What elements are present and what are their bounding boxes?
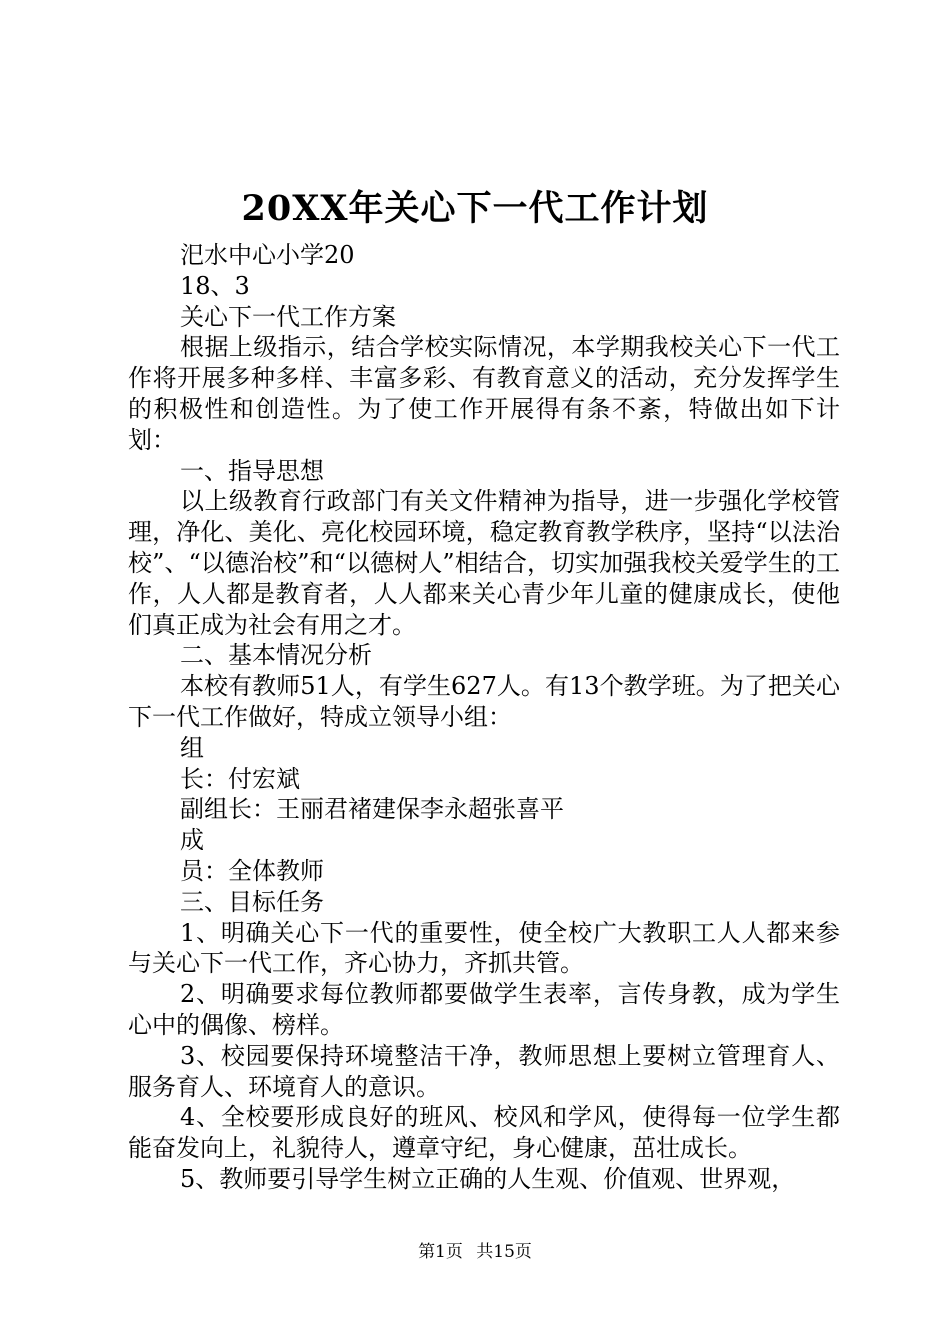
goal-item: 1、明确关心下一代的重要性，使全校广大教职工人人都来参与关心下一代工作，齐心协力，齐抓共管。 [128, 918, 840, 978]
situation-analysis-paragraph: 本校有教师51人，有学生627人。有13个教学班。为了把关心下一代工作做好，特成立领导小组： [128, 672, 840, 731]
page-footer [0, 1241, 950, 1263]
group-line: 成 [180, 826, 204, 855]
document-body [128, 240, 840, 1195]
page-total: 共15页 [476, 1242, 532, 1262]
group-line: 组 [180, 733, 204, 762]
goal-item: 2、明确要求每位教师都要做学生表率，言传身教，成为学生心中的偶像、榜样。 [128, 980, 840, 1039]
section-heading-guiding-thought: 一、指导思想 [180, 456, 324, 485]
page-number: 第1页 [418, 1242, 463, 1262]
goal-item: 5、教师要引导学生树立正确的人生观、价值观、世界观， [180, 1164, 796, 1193]
school-name-line: 汜水中心小学20 [180, 241, 355, 269]
group-members-line: 员：全体教师 [180, 856, 324, 885]
intro-paragraph: 根据上级指示，结合学校实际情况，本学期我校关心下一代工作将开展多种多样、丰富多彩、有教育意义的活动，充分发挥学生的积极性和创造性。为了使工作开展得有条不紊，特做出如下计划： [128, 333, 840, 454]
document-title: 20XX年关心下一代工作计划 [241, 188, 709, 229]
guiding-thought-paragraph: 以上级教育行政部门有关文件精神为指导，进一步强化学校管理，净化、美化、亮化校园环境，稳定教育教学秩序，坚持“以法治校”、“以德治校”和“以德树人”相结合，切实加强我校关爱学生的工作，人人都是教育者，人人都来关心青少年儿童的健康成长，使他们真正成为社会有用之才。 [128, 487, 840, 639]
goal-item: 4、全校要形成良好的班风、校风和学风，使得每一位学生都能奋发向上，礼貌待人，遵章守纪，身心健康，茁壮成长。 [128, 1103, 840, 1163]
section-heading-goals: 三、目标任务 [180, 887, 324, 916]
plan-subtitle: 关心下一代工作方案 [180, 302, 396, 331]
deputy-leaders-line: 副组长：王丽君褚建保李永超张喜平 [180, 795, 564, 824]
date-line: 18、3 [180, 271, 250, 300]
goal-item: 3、校园要保持环境整洁干净，教师思想上要树立管理育人、服务育人、环境育人的意识。 [128, 1041, 840, 1101]
group-leader-line: 长：付宏斌 [180, 764, 300, 793]
section-heading-situation-analysis: 二、基本情况分析 [180, 641, 372, 670]
